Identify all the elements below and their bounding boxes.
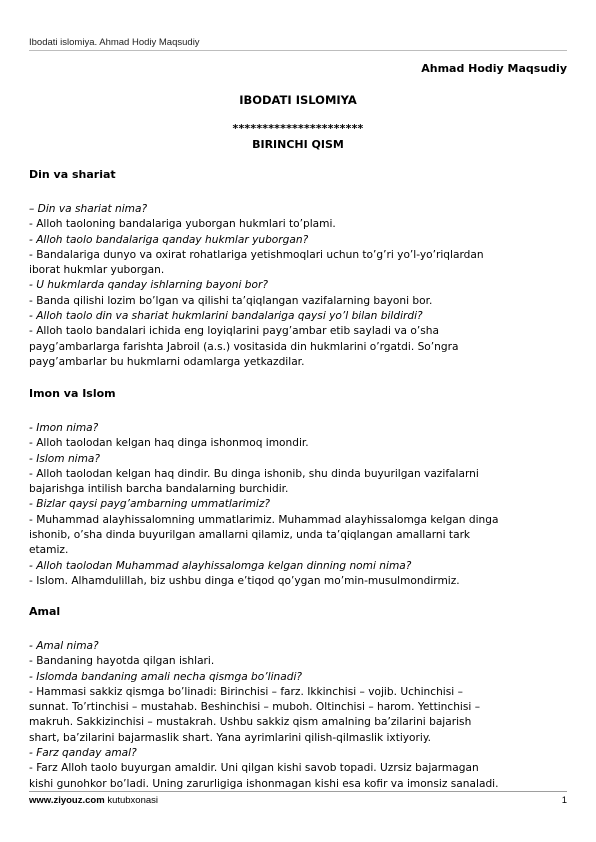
answer-line: etamiz. [29, 544, 69, 557]
section-din-va-shariat [29, 168, 569, 370]
question-line: - U hukmlarda qanday ishlarning bayoni bor? [29, 279, 268, 292]
section-heading: Amal [29, 605, 61, 618]
answer-line: - Alloh taolo bandalari ichida eng loyiqlarini payg’ambar etib sayladi va o’sha [29, 325, 439, 338]
section-heading: Din va shariat [29, 168, 116, 181]
footer-site-link[interactable]: www.ziyouz.com [29, 795, 105, 806]
answer-line: shart, ba’zilarini bajarmaslik shart. Yana ayrimlarini qilish-qilmaslik ixtiyoriy. [29, 731, 431, 744]
running-header: Ibodati islomiya. Ahmad Hodiy Maqsudiy [29, 37, 200, 48]
answer-line: - Bandalariga dunyo va oxirat rohatlariga yetishmoqlari uchun to’g’ri yo’l-yo’riqlardan [29, 248, 484, 261]
answer-line: - Alloh taoloning bandalariga yuborgan hukmlari to’plami. [29, 218, 336, 231]
answer-line: - Banda qilishi lozim bo’lgan va qilishi ta’qiqlangan vazifalarning bayoni bor. [29, 294, 433, 307]
answer-line: makruh. Sakkizinchisi – mustakrah. Ushbu sakkiz qism amalning ba’zilarini bajarish [29, 716, 472, 729]
question-line: - Alloh taolo din va shariat hukmlarini bandalariga qaysi yo’l bilan bildirdi? [29, 310, 423, 323]
part-title: BIRINCHI QISM [252, 138, 344, 151]
question-line: - Bizlar qaysi payg’ambarning ummatlarimiz? [29, 498, 271, 511]
answer-line: - Islom. Alhamdulillah, biz ushbu dinga e’tiqod qo’ygan mo’min-musulmondirmiz. [29, 574, 460, 587]
header-rule [29, 50, 567, 51]
section-heading: Imon va Islom [29, 387, 116, 400]
answer-line: kishi gunohkor bo’ladi. Uning zarurligiga ishonmagan kishi esa kofir va imonsiz sanaladi. [29, 777, 499, 790]
answer-line: bajarishga intilish barcha bandalarning burchidir. [29, 483, 289, 496]
question-line: - Imon nima? [29, 422, 99, 434]
question-line: - Amal nima? [29, 640, 99, 652]
author-name: Ahmad Hodiy Maqsudiy [421, 62, 567, 75]
section-amal [29, 605, 569, 792]
answer-line: payg’ambarlarga farishta Jabroil (a.s.) vositasida din hukmlarini o’rgatdi. So’ngra [29, 340, 459, 353]
answer-line: payg’ambarlar bu hukmlarni odamlarga yetkazdilar. [29, 355, 305, 368]
document-title: IBODATI ISLOMIYA [239, 93, 357, 107]
answer-line: sunnat. To’rtinchisi – mustahab. Beshinchisi – muboh. Oltinchisi – harom. Yettinchisi – [29, 701, 480, 714]
section-body [29, 421, 569, 589]
footer-label: kutubxonasi [107, 795, 159, 806]
footer-rule [29, 791, 567, 792]
section-body [29, 639, 569, 792]
answer-line: - Hammasi sakkiz qismga bo’linadi: Birinchisi – farz. Ikkinchisi – vojib. Uchinchisi – [29, 685, 463, 698]
answer-line: - Muhammad alayhissalomning ummatlarimiz. Muhammad alayhissalomga kelgan dinga [29, 513, 499, 526]
section-imon-va-islom [29, 387, 569, 589]
answer-line: - Alloh taolodan kelgan haq dinga ishonmoq imondir. [29, 437, 309, 450]
answer-line: ishonib, o’sha dinda buyurilgan amallarni qilamiz, unda ta’qiqlangan amallarni tark [29, 529, 471, 542]
answer-line: iborat hukmlar yuborgan. [29, 264, 165, 277]
question-line: - Islom nima? [29, 452, 101, 465]
answer-line: - Alloh taolodan kelgan haq dindir. Bu dinga ishonib, shu dinda buyurilgan vazifalarni [29, 467, 479, 480]
question-line: – Din va shariat nima? [29, 203, 148, 215]
footer [29, 795, 158, 806]
question-line: - Alloh taolodan Muhammad alayhissalomga kelgan dinning nomi nima? [29, 559, 412, 572]
section-body [29, 202, 569, 370]
question-line: - Alloh taolo bandalariga qanday hukmlar yuborgan? [29, 233, 309, 246]
answer-line: - Bandaning hayotda qilgan ishlari. [29, 655, 215, 668]
question-line: - Islomda bandaning amali necha qismga bo’linadi? [29, 670, 303, 683]
page-number: 1 [561, 795, 567, 806]
question-line: - Farz qanday amal? [29, 747, 137, 760]
answer-line: - Farz Alloh taolo buyurgan amaldir. Uni qilgan kishi savob topadi. Uzrsiz bajarmagan [29, 762, 479, 775]
separator-stars: ********************** [232, 122, 364, 135]
